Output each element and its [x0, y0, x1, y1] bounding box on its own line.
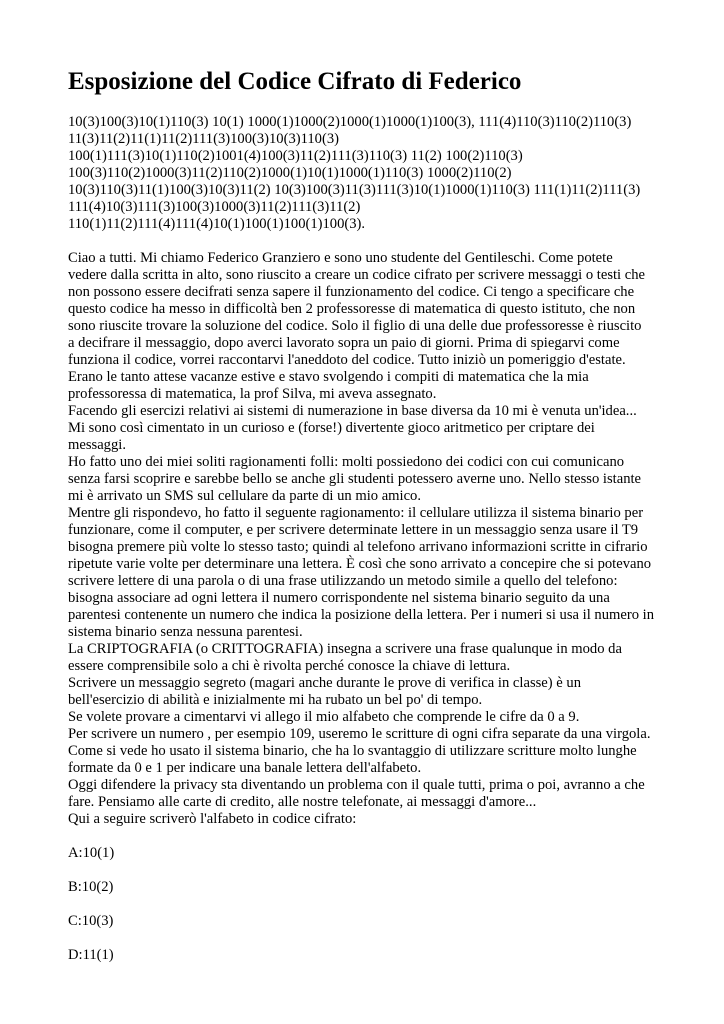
- alphabet-list: [68, 845, 668, 964]
- text-line: sistema binario senza nessuna parentesi.: [68, 624, 303, 640]
- text-line: Scrivere un messaggio segreto (magari anche durante le prove di verifica in classe) è un: [68, 675, 582, 691]
- text-line: fare. Pensiamo alle carte di credito, alle nostre telefonate, ai messaggi d'amore...: [68, 794, 537, 810]
- text-line: funzionare, come il computer, e per scrivere determinate lettere in un messaggio senza usare il T9: [68, 522, 639, 538]
- text-line: Erano le tanto attese vacanze estive e stavo svolgendo i compiti di matematica che la mia: [68, 369, 589, 385]
- cipher-line: 110(1)11(2)111(4)111(4)10(1)100(1)100(1)100(3).: [68, 216, 366, 232]
- text-line: a decifrare il messaggio, dopo averci lavorato sopra un paio di giorni. Prima di spiegarvi come: [68, 335, 620, 351]
- cipher-line: 100(3)110(2)1000(3)11(2)110(2)1000(1)10(1)1000(1)110(3) 1000(2)110(2): [68, 165, 512, 181]
- text-line: scrivere lettere di una parola o di una frase utilizzando un metodo simile a quello del telefono:: [68, 573, 618, 589]
- paragraph-gap: [68, 862, 668, 879]
- text-line: parentesi contenente un numero che indica la posizione della lettera. Per i numeri si usa il numero in: [68, 607, 654, 623]
- text-line: mi è arrivato un SMS sul cellulare da parte di un mio amico.: [68, 488, 422, 504]
- document-body: [68, 114, 668, 964]
- story-text: [68, 250, 668, 828]
- text-line: non possono essere decifrati senza sapere il funzionamento del codice. Ci tengo a specificare che: [68, 284, 635, 300]
- text-line: Mentre gli rispondevo, ho fatto il seguente ragionamento: il cellulare utilizza il sistema binario per: [68, 505, 644, 521]
- paragraph-gap: [68, 233, 668, 250]
- text-line: Facendo gli esercizi relativi ai sistemi di numerazione in base diversa da 10 mi è venuta un'idea...: [68, 403, 637, 419]
- text-line: formate da 0 e 1 per indicare una banale lettera dell'alfabeto.: [68, 760, 422, 776]
- text-line: essere comprensibile solo a chi è rivolta perché conosce la chiave di lettura.: [68, 658, 511, 674]
- document-title: Esposizione del Codice Cifrato di Federico: [68, 68, 522, 95]
- text-line: Mi sono così cimentato in un curioso e (forse!) divertente gioco aritmetico per criptare dei: [68, 420, 595, 436]
- cipher-line: 10(3)100(3)10(1)110(3) 10(1) 1000(1)1000(2)1000(1)1000(1)100(3), 111(4)110(3)110(2)110(3): [68, 114, 632, 130]
- text-line: funziona il codice, vorrei raccontarvi l'aneddoto del codice. Tutto iniziò un pomeriggio d'estate.: [68, 352, 626, 368]
- text-line: questo codice ha messo in difficoltà ben 2 professoresse di matematica di questo istituto, che non: [68, 301, 636, 317]
- text-line: Ciao a tutti. Mi chiamo Federico Granziero e sono uno studente del Gentileschi. Come potete: [68, 250, 613, 266]
- text-line: Per scrivere un numero , per esempio 109, useremo le scritture di ogni cifra separate da una virgola.: [68, 726, 651, 742]
- text-line: Come si vede ho usato il sistema binario, che ha lo svantaggio di utilizzare scritture molto lunghe: [68, 743, 637, 759]
- text-line: sono riuscite trovare la soluzione del codice. Solo il figlio di una delle due professoresse è riuscito: [68, 318, 642, 334]
- text-line: vedere dalla scritta in alto, sono riuscito a creare un codice cifrato per scrivere messaggi o testi che: [68, 267, 646, 283]
- cipher-line: 10(3)110(3)11(1)100(3)10(3)11(2) 10(3)100(3)11(3)111(3)10(1)1000(1)110(3) 111(1)11(2)111(3): [68, 182, 641, 198]
- cipher-line: 100(1)111(3)10(1)110(2)1001(4)100(3)11(2)111(3)110(3) 11(2) 100(2)110(3): [68, 148, 523, 164]
- text-line: bisogna associare ad ogni lettera il numero corrispondente nel sistema binario seguito da una: [68, 590, 610, 606]
- paragraph-gap: [68, 828, 668, 845]
- text-line: bell'esercizio di abilità e inizialmente mi ha rubato un bel po' di tempo.: [68, 692, 483, 708]
- text-line: bisogna premere più volte lo stesso tasto; quindi al telefono arrivano informazioni scritte in cifrario: [68, 539, 648, 555]
- alphabet-entry: B:10(2): [68, 879, 114, 895]
- text-line: senza farsi scoprire e sarebbe bello se anche gli studenti potessero averne uno. Nello stesso istante: [68, 471, 642, 487]
- text-line: Ho fatto uno dei miei soliti ragionamenti folli: molti possiedono dei codici con cui comunicano: [68, 454, 625, 470]
- text-line: ripetute varie volte per determinare una lettera. È così che sono arrivato a concepire che si potevano: [68, 556, 652, 572]
- alphabet-entry: A:10(1): [68, 845, 115, 861]
- text-line: La CRIPTOGRAFIA (o CRITTOGRAFIA) insegna a scrivere una frase qualunque in modo da: [68, 641, 622, 657]
- text-line: messaggi.: [68, 437, 126, 453]
- cipher-block: [68, 114, 668, 233]
- cipher-line: 111(4)10(3)111(3)100(3)1000(3)11(2)111(3)11(2): [68, 199, 361, 215]
- text-line: Qui a seguire scriverò l'alfabeto in codice cifrato:: [68, 811, 357, 827]
- paragraph-gap: [68, 896, 668, 913]
- text-line: professoressa di matematica, la prof Silva, mi aveva assegnato.: [68, 386, 437, 402]
- alphabet-entry: C:10(3): [68, 913, 114, 929]
- paragraph-gap: [68, 930, 668, 947]
- text-line: Oggi difendere la privacy sta diventando un problema con il quale tutti, prima o poi, avranno a che: [68, 777, 645, 793]
- alphabet-entry: D:11(1): [68, 947, 114, 963]
- text-line: Se volete provare a cimentarvi vi allego il mio alfabeto che comprende le cifre da 0 a 9.: [68, 709, 580, 725]
- cipher-line: 11(3)11(2)11(1)11(2)111(3)100(3)10(3)110(3): [68, 131, 339, 147]
